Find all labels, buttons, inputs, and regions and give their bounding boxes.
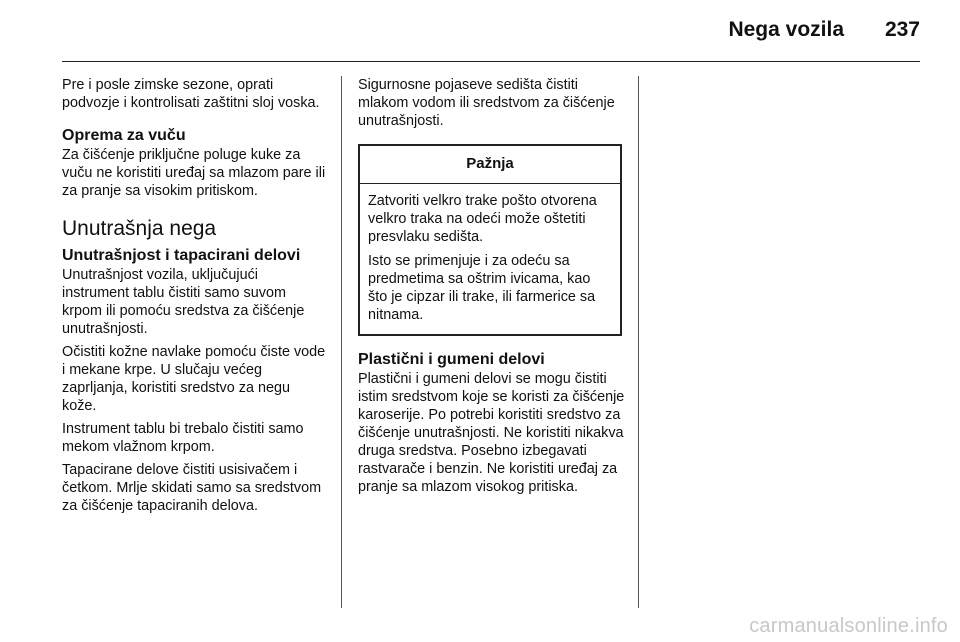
interior-paragraph: Instrument tablu bi trebalo čistiti samo mekom vlažnom krpom.	[62, 421, 304, 455]
intro-paragraph: Pre i posle zimske sezone, oprati podvozje i kontrolisati zaštitni sloj voska.	[62, 77, 320, 111]
plastic-rubber-paragraph: Plastični i gumeni delovi se mogu čistiti istim sredstvom koje se koristi za čišćenje karoserije. Po potrebi koristiti sredstvo za čišćenje unutrašnjosti. Ne koristiti nikakva druga sredstva. Posebno izbegavati rastvarače i benzin. Ne koristiti uređaj za pranje sa mlazom visokog pritiska.	[358, 371, 625, 495]
column-divider-left	[341, 76, 342, 608]
page-title: Nega vozila	[728, 18, 844, 41]
column-left	[62, 76, 328, 520]
caution-notice-paragraph: Isto se primenjuje i za odeću sa predmetima sa oštrim ivicama, kao što je cipzar ili trake, ili farmerice sa nitnama.	[368, 253, 596, 323]
tow-equipment-paragraph: Za čišćenje priključne poluge kuke za vuču ne koristiti uređaj sa mlazom pare ili za pranje sa visokim pritiskom.	[62, 147, 326, 199]
caution-notice-box	[358, 144, 622, 336]
header-divider	[62, 61, 920, 62]
interior-paragraph: Tapacirane delove čistiti usisivačem i četkom. Mrlje skidati samo sa sredstvom za čišćenje tapaciranih delova.	[62, 462, 322, 514]
page-number: 237	[884, 18, 920, 41]
interior-paragraph: Unutrašnjost vozila, uključujući instrument tablu čistiti samo suvom krpom ili pomoću sredstva za čišćenje unutrašnjosti.	[62, 267, 305, 337]
caution-notice-title: Pažnja	[360, 146, 620, 184]
seat-belts-paragraph: Sigurnosne pojaseve sedišta čistiti mlakom vodom ili sredstvom za čišćenje unutrašnjosti.	[358, 77, 615, 129]
column-middle	[358, 76, 626, 501]
plastic-rubber-heading: Plastični i gumeni delovi	[358, 351, 545, 368]
interior-upholstery-heading: Unutrašnjost i tapacirani delovi	[62, 247, 301, 264]
interior-paragraph: Očistiti kožne navlake pomoću čiste vode i mekane krpe. U slučaju većeg zaprljanja, koristiti sredstvo za negu kože.	[62, 344, 326, 414]
interior-care-heading: Unutrašnja nega	[62, 217, 217, 240]
page-header	[0, 0, 960, 62]
caution-notice-body	[360, 184, 620, 334]
tow-equipment-heading: Oprema za vuču	[62, 127, 186, 144]
caution-notice-paragraph: Zatvoriti velkro trake pošto otvorena velkro traka na odeći može oštetiti presvlaku sedišta.	[368, 193, 597, 245]
watermark: carmanualsonline.info	[749, 615, 948, 637]
column-divider-right	[638, 76, 639, 608]
